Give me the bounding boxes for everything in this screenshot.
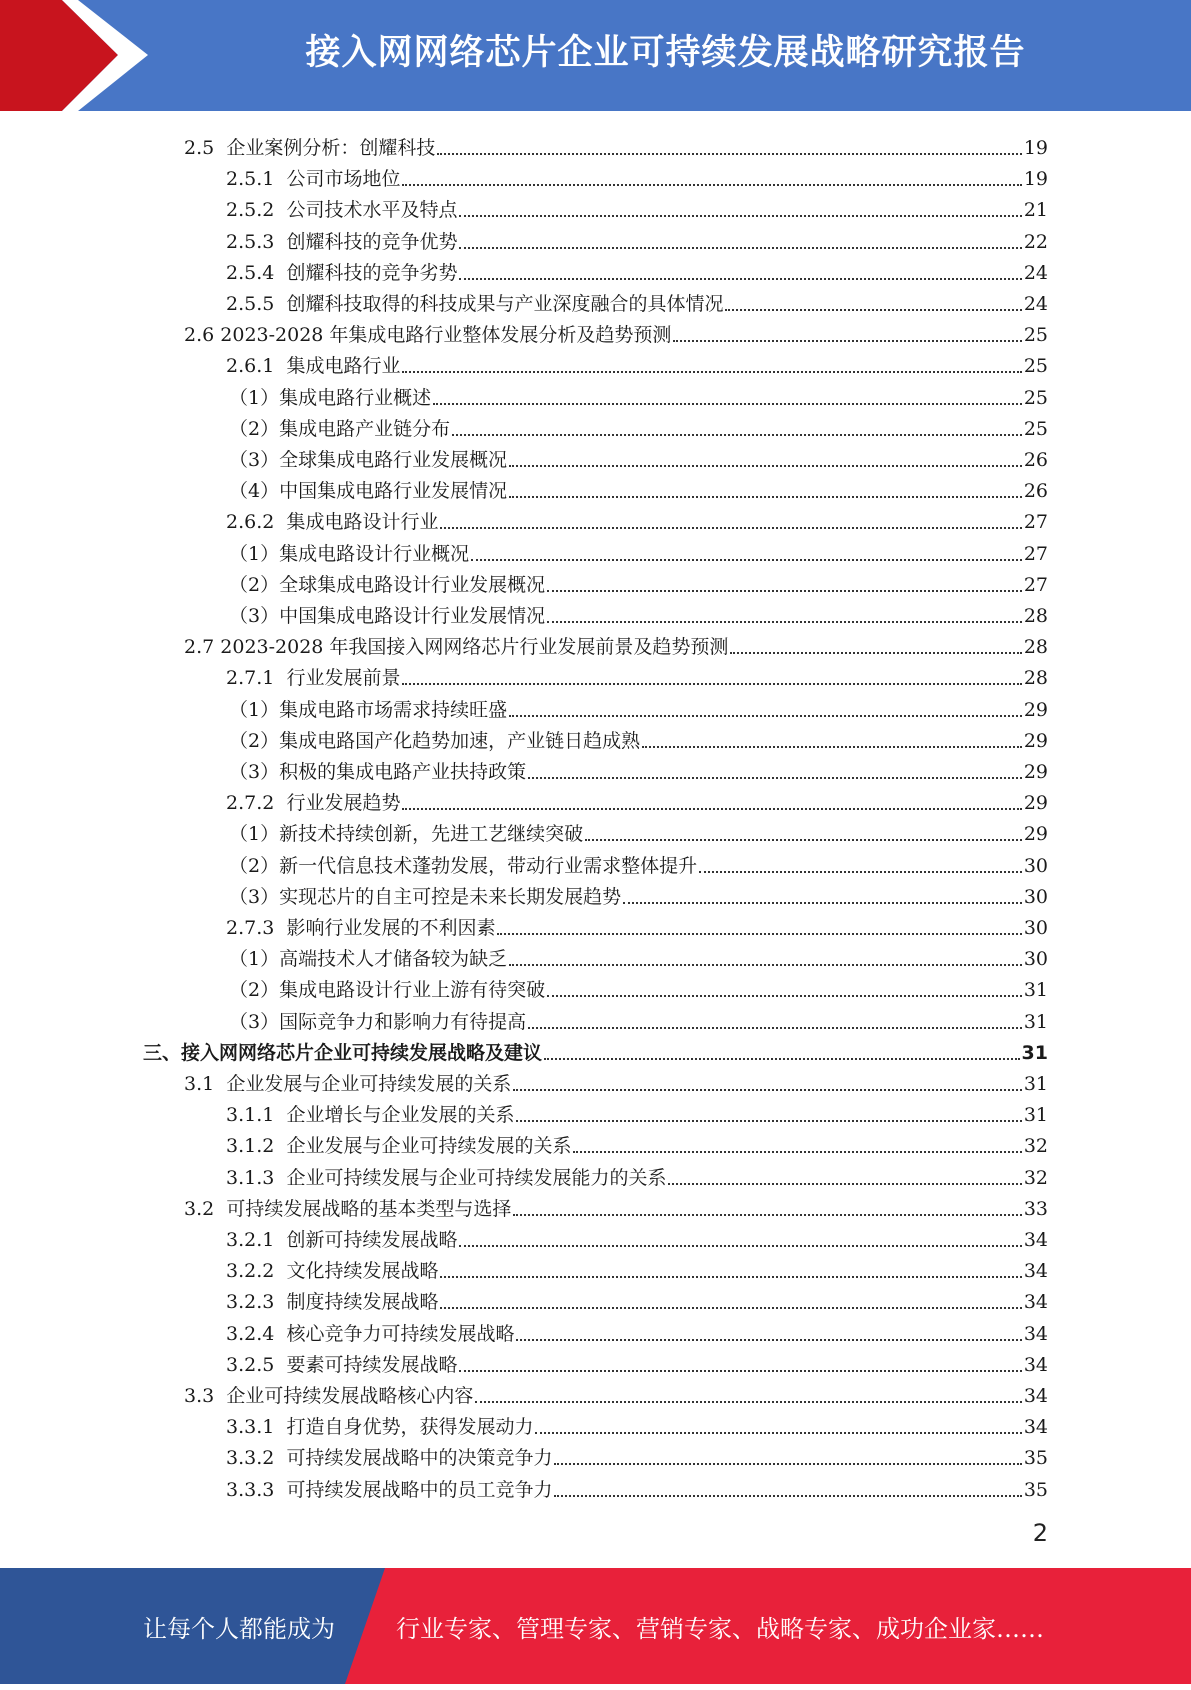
toc-entry-number: （3） — [229, 449, 280, 471]
toc-entry-page: 26 — [1023, 480, 1048, 503]
toc-entry-title: 实现芯片的自主可控是未来长期发展趋势 — [279, 885, 622, 908]
toc-entry-number: 3.3.2 — [226, 1447, 275, 1470]
toc-entry-page: 30 — [1023, 917, 1048, 939]
toc-entry-title: 行业发展前景 — [286, 667, 401, 690]
toc-entry-title: 集成电路设计行业上游有待突破 — [279, 979, 546, 1002]
toc-entry[interactable] — [229, 378, 1048, 409]
toc-dot-leader — [699, 870, 1022, 873]
toc-entry-title: 创耀科技的竞争劣势 — [286, 261, 458, 284]
toc-dot-leader — [535, 1431, 1021, 1434]
toc-entry-title: 创耀科技取得的科技成果与产业深度融合的具体情况 — [286, 293, 724, 315]
toc-entry-title: 接入网网络芯片企业可持续发展战略及建议 — [181, 1041, 543, 1064]
toc-entry-number: 3.2.1 — [226, 1229, 275, 1251]
toc-dot-leader — [475, 1400, 1021, 1403]
toc-dot-leader — [642, 745, 1022, 748]
toc-entry-page: 29 — [1023, 792, 1048, 815]
toc-entry-number: 3.2.2 — [226, 1260, 275, 1283]
toc-dot-leader — [509, 714, 1022, 717]
toc-entry-number: 三、 — [143, 1041, 182, 1064]
toc-entry-number: 3.1.3 — [226, 1166, 275, 1189]
toc-entry-page: 35 — [1023, 1478, 1048, 1501]
toc-entry[interactable] — [229, 690, 1048, 721]
toc-dot-leader — [440, 1306, 1021, 1309]
toc-entry-number: （3） — [229, 761, 280, 783]
toc-entry-page: 21 — [1023, 199, 1048, 222]
toc-entry[interactable] — [226, 1314, 1048, 1345]
toc-entry-number: 2.7.3 — [226, 917, 275, 939]
toc-dot-leader — [554, 1462, 1021, 1465]
toc-entry-number: 2.7.2 — [226, 792, 275, 815]
toc-entry-page: 34 — [1023, 1291, 1048, 1314]
toc-entry-number: 3.3 — [184, 1385, 215, 1407]
toc-entry-page: 34 — [1023, 1416, 1048, 1439]
toc-entry-page: 34 — [1023, 1229, 1048, 1251]
toc-entry[interactable] — [226, 253, 1048, 284]
toc-dot-leader — [528, 1026, 1022, 1029]
toc-entry[interactable] — [226, 222, 1048, 253]
toc-entry[interactable] — [229, 440, 1048, 471]
toc-entry-page: 34 — [1023, 1353, 1048, 1376]
toc-entry-title: 可持续发展战略的基本类型与选择 — [226, 1197, 512, 1220]
toc-dot-leader — [471, 558, 1022, 561]
toc-entry-number: （3） — [229, 605, 280, 627]
toc-entry-page: 34 — [1023, 1260, 1048, 1283]
toc-entry[interactable] — [229, 1002, 1048, 1033]
toc-entry-number: 3.1 — [184, 1073, 215, 1095]
toc-dot-leader — [547, 620, 1022, 623]
toc-entry-title: 新一代信息技术蓬勃发展，带动行业需求整体提升 — [279, 854, 698, 877]
toc-dot-leader — [585, 838, 1022, 841]
toc-entry[interactable] — [226, 1345, 1048, 1376]
toc-entry[interactable] — [229, 471, 1048, 502]
toc-entry-page: 25 — [1023, 386, 1048, 409]
toc-entry-number: （2） — [229, 417, 280, 440]
toc-entry-title: 企业发展与企业可持续发展的关系 — [286, 1135, 572, 1158]
toc-entry-page: 31 — [1021, 1041, 1048, 1064]
toc-entry[interactable] — [226, 1251, 1048, 1282]
toc-entry-number: 2.5.1 — [226, 168, 275, 191]
toc-entry-number: （2） — [229, 854, 280, 877]
toc-entry-title: 集成电路市场需求持续旺盛 — [279, 698, 508, 721]
toc-dot-leader — [730, 651, 1021, 654]
toc-entry[interactable] — [229, 565, 1048, 596]
toc-entry-page: 25 — [1023, 355, 1048, 378]
toc-entry-number: 2.7 — [184, 636, 215, 659]
toc-entry-page: 29 — [1023, 729, 1048, 752]
toc-entry-number: 2.5.3 — [226, 230, 275, 253]
toc-entry-title: 影响行业发展的不利因素 — [286, 917, 496, 939]
toc-entry-number: 3.2.3 — [226, 1291, 275, 1314]
toc-dot-leader — [513, 1088, 1021, 1091]
toc-dot-leader — [554, 1494, 1021, 1497]
toc-entry-page: 24 — [1023, 293, 1048, 315]
toc-entry-number: （1） — [229, 948, 280, 971]
toc-entry-page: 32 — [1023, 1135, 1048, 1158]
toc-entry-title: 集成电路设计行业 — [286, 511, 439, 534]
toc-dot-leader — [452, 433, 1022, 436]
toc-entry-title: 积极的集成电路产业扶持政策 — [279, 761, 527, 783]
footer-expert-list: 行业专家、管理专家、营销专家、战略专家、成功企业家…… — [396, 1615, 1044, 1643]
toc-entry-title: 打造自身优势，获得发展动力 — [286, 1416, 534, 1439]
toc-entry-title: 高端技术人才储备较为缺乏 — [279, 948, 508, 971]
toc-entry[interactable] — [184, 1376, 1048, 1407]
toc-entry[interactable] — [229, 721, 1048, 752]
toc-entry[interactable] — [184, 128, 1048, 159]
toc-entry[interactable] — [226, 1438, 1048, 1469]
toc-entry-page: 29 — [1023, 698, 1048, 721]
toc-entry-number: （3） — [229, 1010, 280, 1033]
toc-entry-page: 22 — [1023, 230, 1048, 253]
toc-entry[interactable] — [226, 1220, 1048, 1251]
toc-entry-number: （1） — [229, 823, 280, 846]
toc-dot-leader — [544, 1057, 1020, 1060]
toc-entry-page: 30 — [1023, 885, 1048, 908]
toc-entry-page: 28 — [1023, 636, 1048, 659]
toc-entry-page: 29 — [1023, 761, 1048, 783]
toc-dot-leader — [459, 277, 1021, 280]
toc-entry[interactable] — [226, 284, 1048, 315]
toc-entry-number: 2.5.2 — [226, 199, 275, 222]
toc-entry-page: 34 — [1023, 1322, 1048, 1345]
toc-dot-leader — [459, 1369, 1021, 1372]
toc-dot-leader — [509, 464, 1022, 467]
toc-entry[interactable] — [229, 939, 1048, 970]
toc-entry-title: 企业可持续发展战略核心内容 — [226, 1385, 474, 1407]
toc-entry-title: 创耀科技的竞争优势 — [286, 230, 458, 253]
toc-entry-page: 30 — [1023, 854, 1048, 877]
toc-entry[interactable] — [229, 846, 1048, 877]
toc-dot-leader — [516, 1119, 1021, 1122]
toc-entry[interactable] — [184, 1189, 1048, 1220]
toc-entry-number: （3） — [229, 885, 280, 908]
toc-entry[interactable] — [184, 1064, 1048, 1095]
toc-entry-title: 可持续发展战略中的决策竞争力 — [286, 1447, 553, 1470]
toc-dot-leader — [573, 1150, 1021, 1153]
toc-entry-page: 25 — [1023, 417, 1048, 440]
toc-entry-page: 32 — [1023, 1166, 1048, 1189]
toc-entry-title: 行业发展趋势 — [286, 792, 401, 815]
toc-entry-page: 26 — [1023, 449, 1048, 471]
toc-entry[interactable] — [226, 1407, 1048, 1438]
toc-entry-number: 2.5 — [184, 137, 215, 159]
toc-entry-number: （1） — [229, 698, 280, 721]
toc-dot-leader — [433, 402, 1022, 405]
toc-entry-number: （2） — [229, 979, 280, 1002]
toc-entry-number: 2.5.4 — [226, 261, 275, 284]
toc-entry-page: 27 — [1023, 573, 1048, 596]
toc-entry-title: 2023-2028 年我国接入网网络芯片行业发展前景及趋势预测 — [220, 636, 729, 659]
page-number: 2 — [1032, 1519, 1048, 1547]
toc-dot-leader — [547, 589, 1022, 592]
toc-entry-title: 企业案例分析：创耀科技 — [226, 137, 436, 159]
toc-entry-page: 34 — [1023, 1385, 1048, 1407]
toc-entry-page: 27 — [1023, 511, 1048, 534]
toc-entry[interactable] — [226, 159, 1048, 190]
toc-entry[interactable] — [229, 596, 1048, 627]
toc-dot-leader — [402, 370, 1021, 373]
toc-entry-page: 19 — [1023, 168, 1048, 191]
toc-entry-title: 核心竞争力可持续发展战略 — [286, 1322, 515, 1345]
report-title: 接入网网络芯片企业可持续发展战略研究报告 — [305, 33, 1026, 73]
toc-dot-leader — [497, 932, 1021, 935]
toc-entry-title: 中国集成电路行业发展情况 — [279, 480, 508, 503]
toc-entry-page: 31 — [1023, 1104, 1048, 1127]
toc-entry-title: 文化持续发展战略 — [286, 1260, 439, 1283]
toc-entry[interactable] — [226, 1158, 1048, 1189]
toc-entry[interactable] — [229, 970, 1048, 1001]
toc-entry-title: 全球集成电路行业发展概况 — [279, 449, 508, 471]
toc-entry-page: 24 — [1023, 261, 1048, 284]
toc-entry-number: （1） — [229, 542, 280, 565]
toc-entry-number: （2） — [229, 729, 280, 752]
toc-dot-leader — [402, 183, 1021, 186]
toc-entry-number: 2.5.5 — [226, 293, 275, 315]
toc-entry-title: 全球集成电路设计行业发展概况 — [279, 573, 546, 596]
toc-entry-page: 28 — [1023, 667, 1048, 690]
toc-entry-number: 3.2 — [184, 1197, 215, 1220]
toc-entry[interactable] — [226, 908, 1048, 939]
toc-entry-number: 2.6 — [184, 324, 215, 347]
toc-entry-title: 要素可持续发展战略 — [286, 1353, 458, 1376]
toc-entry-number: 3.2.5 — [226, 1353, 275, 1376]
toc-entry-page: 31 — [1023, 979, 1048, 1002]
toc-entry-number: （1） — [229, 386, 280, 409]
toc-entry-title: 公司市场地位 — [286, 168, 401, 191]
toc-entry-page: 31 — [1023, 1010, 1048, 1033]
toc-entry-page: 19 — [1023, 137, 1048, 159]
toc-entry[interactable] — [229, 534, 1048, 565]
toc-entry-page: 29 — [1023, 823, 1048, 846]
toc-entry[interactable] — [226, 502, 1048, 533]
footer-slogan: 让每个人都能成为 — [143, 1615, 335, 1643]
toc-entry-title: 企业发展与企业可持续发展的关系 — [226, 1073, 512, 1095]
toc-entry-number: 3.1.2 — [226, 1135, 275, 1158]
header-band — [0, 0, 1191, 111]
toc-entry-title: 公司技术水平及特点 — [286, 199, 458, 222]
footer-band — [0, 1568, 1191, 1684]
toc-entry-page: 25 — [1023, 324, 1048, 347]
toc-dot-leader — [668, 1182, 1021, 1185]
toc-entry-page: 31 — [1023, 1073, 1048, 1095]
toc-entry-title: 集成电路设计行业概况 — [279, 542, 470, 565]
toc-dot-leader — [402, 682, 1021, 685]
toc-dot-leader — [459, 1244, 1021, 1247]
toc-entry[interactable] — [226, 658, 1048, 689]
toc-entry[interactable] — [226, 1126, 1048, 1157]
toc-entry[interactable] — [229, 814, 1048, 845]
toc-entry-page: 35 — [1023, 1447, 1048, 1470]
toc-entry-number: （4） — [229, 480, 280, 503]
toc-entry-title: 2023-2028 年集成电路行业整体发展分析及趋势预测 — [220, 324, 672, 347]
toc-entry-number: 3.3.3 — [226, 1478, 275, 1501]
toc-entry-title: 可持续发展战略中的员工竞争力 — [286, 1478, 553, 1501]
toc-entry[interactable] — [226, 1470, 1048, 1501]
toc-dot-leader — [725, 308, 1021, 311]
toc-dot-leader — [516, 1338, 1021, 1341]
toc-entry[interactable] — [229, 752, 1048, 783]
toc-entry-title: 创新可持续发展战略 — [286, 1229, 458, 1251]
toc-entry-page: 28 — [1023, 605, 1048, 627]
toc-entry-title: 集成电路行业 — [286, 355, 401, 378]
toc-entry-number: （2） — [229, 573, 280, 596]
toc-entry-title: 集成电路行业概述 — [279, 386, 432, 409]
toc-entry-title: 集成电路产业链分布 — [279, 417, 451, 440]
toc-dot-leader — [513, 1213, 1021, 1216]
toc-entry-number: 3.2.4 — [226, 1322, 275, 1345]
toc-entry[interactable] — [226, 346, 1048, 377]
toc-dot-leader — [509, 495, 1022, 498]
toc-dot-leader — [509, 963, 1022, 966]
toc-dot-leader — [623, 901, 1022, 904]
toc-entry-title: 制度持续发展战略 — [286, 1291, 439, 1314]
toc-dot-leader — [402, 807, 1021, 810]
toc-entry[interactable] — [184, 315, 1048, 346]
toc-entry-title: 企业可持续发展与企业可持续发展能力的关系 — [286, 1166, 667, 1189]
toc-entry-number: 2.6.1 — [226, 355, 275, 378]
toc-entry-number: 3.1.1 — [226, 1104, 275, 1127]
toc-entry-title: 集成电路国产化趋势加速，产业链日趋成熟 — [279, 729, 641, 752]
toc-dot-leader — [459, 214, 1021, 217]
toc-entry-title: 国际竞争力和影响力有待提高 — [279, 1010, 527, 1033]
toc-entry[interactable] — [226, 190, 1048, 221]
toc-dot-leader — [437, 152, 1021, 155]
toc-entry-title: 新技术持续创新，先进工艺继续突破 — [279, 823, 584, 846]
toc-entry-page: 33 — [1023, 1197, 1048, 1220]
toc-entry[interactable] — [226, 783, 1048, 814]
toc-dot-leader — [547, 994, 1022, 997]
toc-entry[interactable] — [229, 409, 1048, 440]
toc-entry[interactable] — [143, 1033, 1048, 1064]
toc-entry-number: 3.3.1 — [226, 1416, 275, 1439]
toc-entry[interactable] — [229, 877, 1048, 908]
toc-entry-number: 2.6.2 — [226, 511, 275, 534]
toc-entry-number: 2.7.1 — [226, 667, 275, 690]
toc-entry[interactable] — [226, 1282, 1048, 1313]
toc-dot-leader — [440, 1275, 1021, 1278]
toc-dot-leader — [673, 339, 1021, 342]
toc-entry-title: 企业增长与企业发展的关系 — [286, 1104, 515, 1127]
toc-entry-page: 27 — [1023, 542, 1048, 565]
toc-dot-leader — [459, 246, 1021, 249]
toc-entry[interactable] — [184, 627, 1048, 658]
toc-entry-page: 30 — [1023, 948, 1048, 971]
toc-dot-leader — [528, 776, 1022, 779]
toc-dot-leader — [440, 526, 1021, 529]
toc-entry[interactable] — [226, 1095, 1048, 1126]
toc-entry-title: 中国集成电路设计行业发展情况 — [279, 605, 546, 627]
